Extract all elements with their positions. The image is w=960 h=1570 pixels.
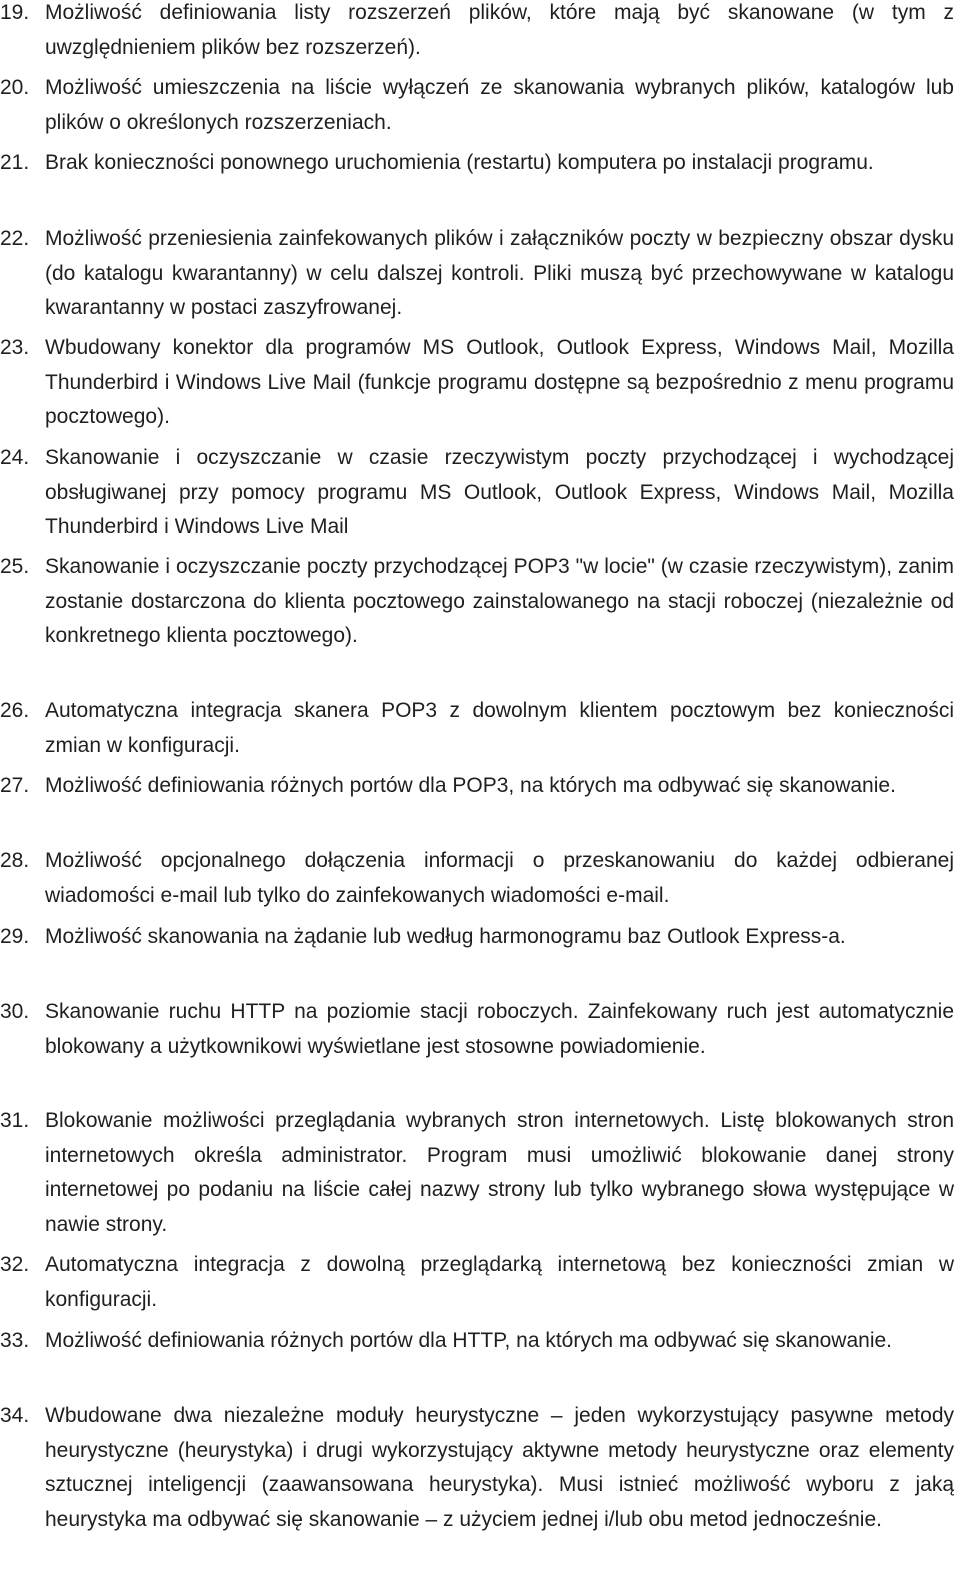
- list-item: [0, 844, 954, 913]
- item-text: Możliwość definiowania listy rozszerzeń plików, które mają być skanowane (w tym z uwzględnieniem plików bez rozszerzeń).: [45, 1, 954, 59]
- item-text: Skanowanie ruchu HTTP na poziomie stacji roboczych. Zainfekowany ruch jest automatycznie blokowany a użytkownikowi wyświetlane jest stosowne powiadomienie.: [45, 1000, 954, 1058]
- item-text: Blokowanie możliwości przeglądania wybranych stron internetowych. Listę blokowanych stron internetowych określa administrator. Program musi umożliwić blokowanie danej strony internetowej po podaniu na liście całej nazwy strony lub tylko wybranego słowa występujące w nawie strony.: [45, 1109, 954, 1236]
- item-text: Możliwość definiowania różnych portów dla POP3, na których ma odbywać się skanowanie.: [45, 774, 896, 797]
- list-item: [0, 441, 954, 545]
- item-number: 26.: [0, 699, 30, 722]
- item-text: Skanowanie i oczyszczanie w czasie rzeczywistym poczty przychodzącej i wychodzącej obsługiwanej przy pomocy programu MS Outlook, Outlook Express, Windows Mail, Mozilla Thunderbird i Windows Live Mail: [45, 446, 954, 538]
- item-number: 32.: [0, 1253, 30, 1276]
- item-text: Wbudowane dwa niezależne moduły heurystyczne – jeden wykorzystujący pasywne metody heurystyczne (heurystyka) i drugi wykorzystujący aktywne metody heurystyczne oraz elementy sztucznej inteligencji (zaawansowana heurystyka). Musi istnieć możliwość wyboru z jaką heurystyka ma odbywać się skanowanie – z użyciem jednej i/lub obu metod jednocześnie.: [45, 1404, 954, 1531]
- list-item: [0, 0, 954, 65]
- list-item: [0, 769, 954, 804]
- item-text: Możliwość skanowania na żądanie lub według harmonogramu baz Outlook Express-a.: [45, 925, 846, 948]
- item-number: 23.: [0, 336, 30, 359]
- item-number: 22.: [0, 227, 30, 250]
- list-item: [0, 1399, 954, 1537]
- item-number: 24.: [0, 446, 30, 469]
- item-text: Brak konieczności ponownego uruchomienia (restartu) komputera po instalacji programu.: [45, 151, 874, 174]
- item-number: 21.: [0, 151, 30, 174]
- list-item: [0, 995, 954, 1064]
- item-text: Automatyczna integracja skanera POP3 z dowolnym klientem pocztowym bez konieczności zmian w konfiguracji.: [45, 699, 954, 757]
- item-text: Możliwość umieszczenia na liście wyłączeń ze skanowania wybranych plików, katalogów lub plików o określonych rozszerzeniach.: [45, 76, 954, 134]
- item-text: Skanowanie i oczyszczanie poczty przychodzącej POP3 "w locie" (w czasie rzeczywistym), zanim zostanie dostarczona do klienta pocztowego zainstalowanego na stacji roboczej (niezależnie od konkretnego klienta pocztowego).: [45, 555, 954, 647]
- list-item: [0, 71, 954, 140]
- item-number: 29.: [0, 925, 30, 948]
- item-number: 27.: [0, 774, 30, 797]
- item-number: 25.: [0, 555, 30, 578]
- list-item: [0, 550, 954, 654]
- list-item: [0, 146, 954, 181]
- item-text: Automatyczna integracja z dowolną przeglądarką internetową bez konieczności zmian w konfiguracji.: [45, 1253, 954, 1311]
- item-text: Możliwość przeniesienia zainfekowanych plików i załączników poczty w bezpieczny obszar dysku (do katalogu kwarantanny) w celu dalszej kontroli. Pliki muszą być przechowywane w katalogu kwarantanny w postaci zaszyfrowanej.: [45, 227, 954, 319]
- item-number: 30.: [0, 1000, 30, 1023]
- item-text: Możliwość opcjonalnego dołączenia informacji o przeskanowaniu do każdej odbieranej wiadomości e-mail lub tylko do zainfekowanych wiadomości e-mail.: [45, 849, 954, 907]
- item-number: 33.: [0, 1329, 30, 1352]
- list-item: [0, 1324, 954, 1359]
- list-item: [0, 694, 954, 763]
- item-number: 20.: [0, 76, 30, 99]
- list-item: [0, 1248, 954, 1317]
- list-item: [0, 1104, 954, 1242]
- list-item: [0, 920, 954, 955]
- item-number: 19.: [0, 1, 30, 24]
- list-item: [0, 222, 954, 326]
- list-item: [0, 331, 954, 435]
- item-text: Możliwość definiowania różnych portów dla HTTP, na których ma odbywać się skanowanie.: [45, 1329, 893, 1352]
- item-number: 31.: [0, 1109, 30, 1132]
- item-text: Wbudowany konektor dla programów MS Outlook, Outlook Express, Windows Mail, Mozilla Thunderbird i Windows Live Mail (funkcje programu dostępne są bezpośrednio z menu programu pocztowego).: [45, 336, 954, 428]
- item-number: 28.: [0, 849, 30, 872]
- item-number: 34.: [0, 1404, 30, 1427]
